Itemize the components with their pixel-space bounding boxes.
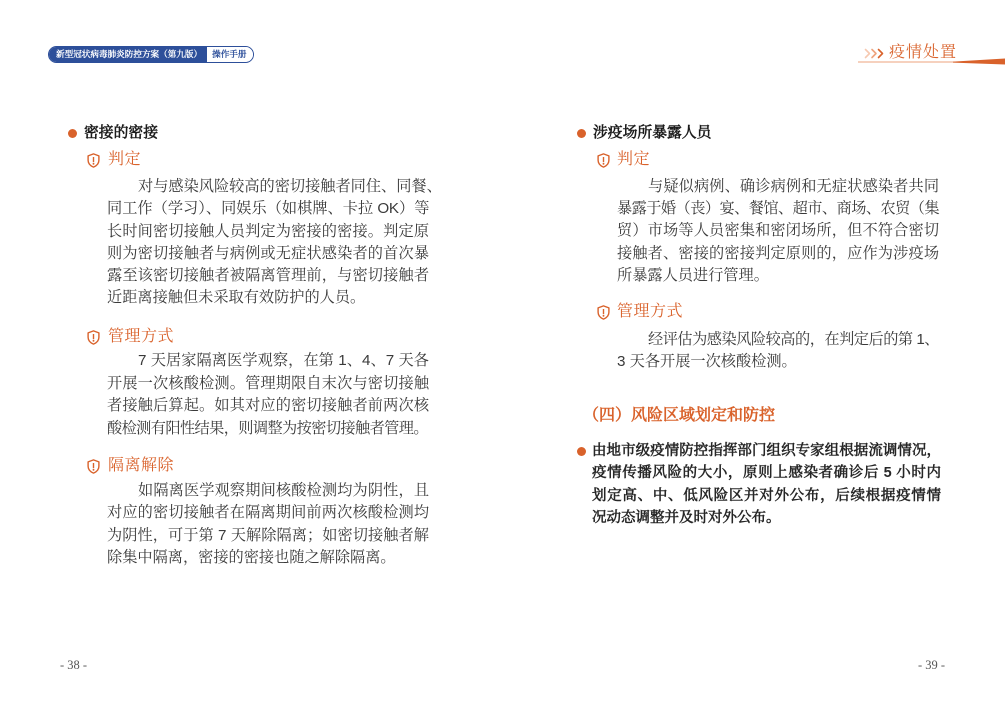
paragraph-line: 与疑似病例、确诊病例和无症状感染者共同 xyxy=(648,178,939,195)
bullet-paragraph xyxy=(592,440,941,530)
subheading-title: 管理方式 xyxy=(617,303,684,320)
section-heading: （四）风险区域划定和防控 xyxy=(583,407,776,424)
topic-title: 涉疫场所暴露人员 xyxy=(593,125,712,141)
paragraph-line: 对与感染风险较高的密切接触者同住、同餐、 xyxy=(138,178,442,195)
paragraph-line: 酸检测有阳性结果，则调整为按密切接触者管理。 xyxy=(107,419,428,437)
paragraph-line: 接触者、密接的密接判定原则的，应作为涉疫场 xyxy=(617,244,939,262)
paragraph xyxy=(107,350,429,440)
paragraph-line: 暴露于婚（丧）宴、餐馆、超市、商场、农贸（集 xyxy=(617,200,939,218)
paragraph-line: 贸）市场等人员密集和密闭场所，但不符合密切 xyxy=(617,222,939,240)
page-number: - 38 - xyxy=(60,658,88,672)
paragraph xyxy=(617,329,939,374)
paragraph-line: 况动态调整并及时对外公布。 xyxy=(592,510,781,527)
topic-title: 密接的密接 xyxy=(84,125,158,141)
paragraph-line: 划定高、中、低风险区并对外公布，后续根据疫情情 xyxy=(592,487,941,504)
paragraph-line: 3 天各开展一次核酸检测。 xyxy=(617,353,797,371)
shield-alert-icon xyxy=(87,153,100,168)
chapter-title: 疫情处置 xyxy=(889,44,958,61)
subheading-title: 管理方式 xyxy=(108,328,175,345)
shield-alert-icon xyxy=(597,153,610,168)
manual-tag: 操作手册 xyxy=(207,47,252,62)
paragraph-line: 除集中隔离，密接的密接也随之解除隔离。 xyxy=(107,549,396,567)
header-underline xyxy=(858,56,1005,66)
paragraph-line: 7 天居家隔离医学观察，在第 1、4、7 天各 xyxy=(138,352,429,369)
paragraph-line: 所暴露人员进行管理。 xyxy=(617,266,769,284)
paragraph-line: 则为密切接触者与病例或无症状感染者的首次暴 xyxy=(107,244,429,262)
bullet-dot-icon xyxy=(577,447,586,456)
paragraph-line: 同工作（学习）、同娱乐（如棋牌、卡拉 OK）等 xyxy=(107,200,429,218)
paragraph-line: 对应的密切接触者在隔离期间前两次核酸检测均 xyxy=(107,504,429,522)
manual-title-badge xyxy=(48,46,254,63)
paragraph-line: 经评估为感染风险较高的，在判定后的第 1、 xyxy=(648,331,939,348)
shield-alert-icon xyxy=(87,459,100,474)
paragraph-line: 近距离接触但未采取有效防护的人员。 xyxy=(107,289,366,307)
bullet-dot-icon xyxy=(68,129,77,138)
paragraph-line: 疫情传播风险的大小，原则上感染者确诊后 5 小时内 xyxy=(592,465,941,482)
paragraph-line: 露至该密切接触者被隔离管理前，与密切接触者 xyxy=(107,267,429,285)
paragraph xyxy=(107,176,442,310)
paragraph-line: 开展一次核酸检测。管理期限自末次与密切接触 xyxy=(107,374,429,392)
paragraph-line: 由地市级疫情防控指挥部门组织专家组根据流调情况， xyxy=(592,443,941,459)
paragraph-line: 如隔离医学观察期间核酸检测均为阴性，且 xyxy=(138,482,429,499)
subheading-title: 判定 xyxy=(617,151,651,168)
paragraph-line: 长时间密切接触人员判定为密接的密接。判定原 xyxy=(107,222,429,240)
shield-alert-icon xyxy=(597,305,610,320)
page-number: - 39 - xyxy=(918,658,946,672)
manual-title: 新型冠状病毒肺炎防控方案（第九版） xyxy=(49,47,207,62)
paragraph xyxy=(107,480,429,570)
paragraph xyxy=(617,176,939,287)
paragraph-line: 者接触后算起。如其对应的密切接触者前两次核 xyxy=(107,397,429,415)
subheading-title: 隔离解除 xyxy=(108,457,175,474)
bullet-dot-icon xyxy=(577,129,586,138)
shield-alert-icon xyxy=(87,330,100,345)
subheading-title: 判定 xyxy=(108,151,142,168)
paragraph-line: 为阴性，可于第 7 天解除隔离；如密切接触者解 xyxy=(107,526,429,544)
